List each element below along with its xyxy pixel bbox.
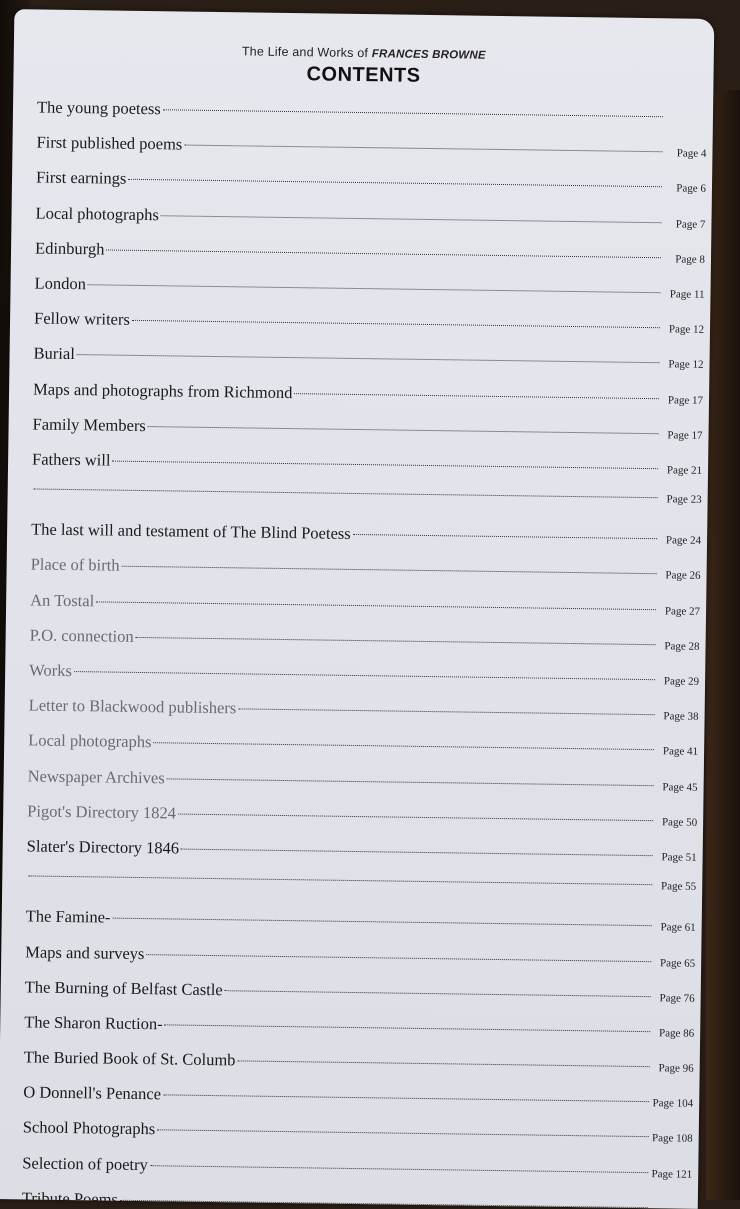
dot-leader (184, 145, 662, 153)
dot-leader (88, 284, 661, 293)
toc-entry-page (665, 121, 707, 122)
toc-entry-page: Page 17 (667, 393, 704, 407)
toc-entry-page: Page 29 (663, 675, 700, 688)
toc-entry-title: The last will and testament of The Blind Poetess (31, 519, 351, 544)
toc-entry-page: Page 61 (660, 921, 696, 935)
dot-leader (294, 393, 659, 399)
toc-entry-title: Works (29, 660, 72, 681)
dot-leader (153, 743, 654, 751)
toc-entry-title: Pigot's Directory 1824 (27, 801, 177, 823)
toc-entry-page: Page 51 (661, 851, 697, 864)
toc-entry-page: Page 27 (664, 604, 701, 618)
toc-entry-page: Page 55 (661, 880, 697, 893)
dot-leader (163, 109, 663, 117)
toc-entry-title: Letter to Blackwood publishers (28, 695, 237, 718)
toc-entry-page: Page 50 (661, 816, 698, 829)
dot-leader (120, 1200, 648, 1208)
toc-entry-title: Family Members (32, 414, 146, 435)
toc-entry-title: Newspaper Archives (27, 765, 165, 787)
toc-entry-title: The Famine- (25, 906, 111, 927)
toc-entry-page: Page 23 (666, 493, 702, 506)
dot-leader (146, 954, 651, 962)
dot-leader (148, 426, 659, 434)
toc-entry-title: First published poems (36, 132, 183, 154)
dot-leader (136, 637, 656, 645)
dot-leader (122, 566, 657, 574)
toc-entry-page: Page 12 (668, 323, 705, 336)
toc-entry-title: Maps and photographs from Richmond (32, 378, 293, 402)
toc-entry-title: O Donnell's Penance (23, 1082, 162, 1104)
dot-leader (132, 320, 660, 328)
toc-entry-title: Burial (33, 343, 75, 364)
background-right (706, 90, 740, 1200)
book-page (0, 9, 714, 1209)
toc-entry-title: The young poetess (36, 97, 161, 119)
toc-entry-title: Selection of poetry (22, 1153, 148, 1174)
toc-entry-page: Page 121 (651, 1167, 693, 1181)
dot-leader (225, 990, 651, 997)
toc-entry-title: Tribute Poems (21, 1188, 119, 1209)
dot-leader (77, 354, 660, 363)
toc-entry-title: The Burning of Belfast Castle (24, 977, 223, 999)
dot-leader (353, 534, 657, 539)
toc-entry-title: An Tostal (30, 590, 95, 610)
toc-entry-title: The Buried Book of St. Columb (23, 1047, 236, 1070)
toc-entry-page: Page 12 (668, 358, 704, 372)
toc-entry-page: Page 41 (662, 745, 699, 759)
toc-entry-title: Place of birth (30, 554, 120, 576)
dot-leader (167, 778, 654, 786)
dot-leader (161, 215, 662, 223)
toc-entry-title: Fathers will (32, 449, 111, 470)
toc-entry-page: Page 45 (662, 780, 698, 794)
toc-entry-page: Page 21 (666, 464, 703, 477)
table-of-contents (21, 97, 707, 1208)
toc-entry-page: Page 4 (676, 147, 707, 161)
toc-entry-page: Page 96 (658, 1062, 694, 1075)
toc-entry-title: P.O. connection (29, 625, 134, 646)
toc-entry-page: Page 17 (667, 429, 703, 442)
toc-entry-page: Page 26 (665, 569, 701, 583)
toc-entry-page: Page 65 (659, 956, 696, 970)
toc-entry-title: Slater's Directory 1846 (26, 836, 180, 858)
toc-entry-page: Page 6 (676, 182, 707, 196)
dot-leader (238, 709, 654, 716)
dot-leader (106, 249, 661, 258)
dot-leader (157, 1130, 648, 1138)
dot-leader (128, 179, 662, 187)
dot-leader (96, 601, 656, 610)
dot-leader (112, 460, 658, 469)
toc-entry-title: Maps and surveys (25, 941, 145, 963)
dot-leader (165, 1024, 651, 1032)
toc-entry-page: Page 108 (651, 1132, 693, 1146)
subtitle-prefix: The Life and Works of (241, 44, 372, 61)
dot-leader (181, 849, 653, 857)
toc-entry-title: Edinburgh (34, 238, 105, 259)
dot-leader (150, 1165, 648, 1173)
toc-entry-page: Page 86 (658, 1027, 695, 1040)
toc-entry-title: Local photographs (28, 730, 152, 752)
author-name: FRANCES BROWNE (371, 48, 486, 62)
toc-entry-page: Page 8 (675, 253, 706, 266)
toc-entry-title: First earnings (35, 167, 127, 189)
dot-leader (163, 1095, 649, 1103)
toc-entry-title: London (34, 273, 87, 294)
dot-leader (74, 671, 655, 680)
dot-leader (112, 918, 651, 927)
toc-entry-title: Local photographs (35, 203, 159, 224)
toc-entry-title: The Sharon Ruction- (24, 1012, 163, 1034)
dot-leader (237, 1060, 649, 1067)
toc-entry-page: Page 11 (669, 288, 705, 301)
toc-entry-page: Page 38 (663, 710, 699, 723)
toc-entry-page: Page 76 (659, 991, 695, 1005)
toc-entry-title: School Photographs (22, 1117, 156, 1139)
toc-entry-page: Page 7 (675, 217, 706, 231)
toc-entry-title: Fellow writers (33, 308, 131, 329)
dot-leader (178, 813, 653, 821)
toc-entry-page: Page 28 (664, 640, 700, 653)
toc-entry-page: Page 24 (665, 534, 702, 548)
toc-entry-page: Page 104 (652, 1097, 694, 1111)
contents-heading: CONTENTS (306, 63, 421, 87)
